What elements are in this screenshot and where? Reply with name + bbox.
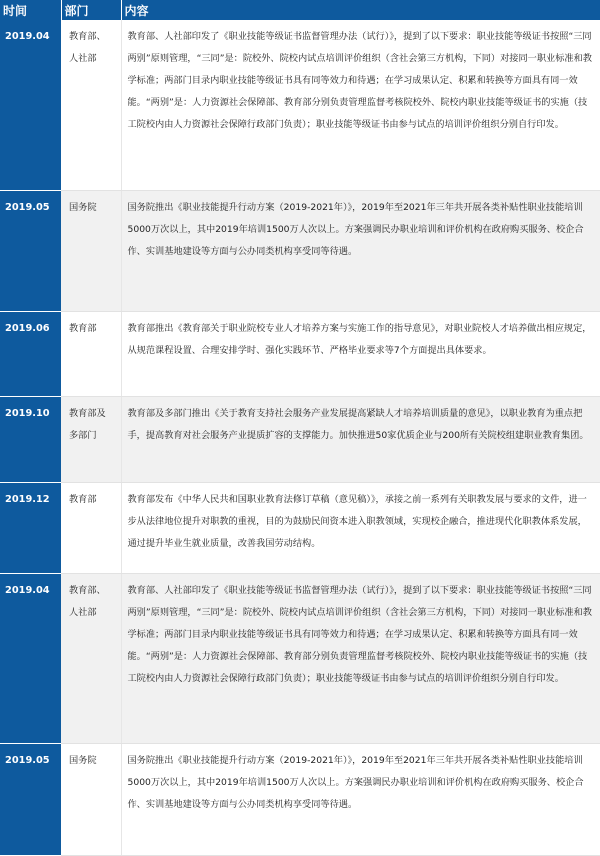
row-date: 2019.05 [0,190,61,311]
table-row [0,573,600,743]
row-dept: 国务院 [61,190,121,311]
row-content: 教育部及多部门推出《关于教育支持社会服务产业发展提高紧缺人才培养培训质量的意见》，以职业教育为重点把手，提高教育对社会服务产业提质扩容的支撑能力。加快推进50家优质企业与200所有关院校组建职业教育集团。 [121,396,600,482]
row-dept: 教育部及多部门 [61,396,121,482]
row-content: 教育部发布《中华人民共和国职业教育法修订草稿（意见稿）》，承接之前一系列有关职教发展与要求的文件，进一步从法律地位提升对职教的重视，目的为鼓励民间资本进入职教领域，实现校企融合，推进现代化职教体系发展，通过提升毕业生就业质量，改善我国劳动结构。 [121,482,600,573]
table-row [0,396,600,482]
row-date: 2019.10 [0,396,61,482]
header-dept: 部门 [61,0,121,20]
row-date: 2019.06 [0,311,61,396]
row-content: 国务院推出《职业技能提升行动方案（2019-2021年）》，2019年至2021年三年共开展各类补贴性职业技能培训5000万次以上，其中2019年培训1500万人次以上。方案强调民办职业培训和评价机构在政府购买服务、校企合作、实训基地建设等方面与公办同类机构享受同等待遇。 [121,743,600,855]
row-date: 2019.04 [0,573,61,743]
row-dept: 教育部 [61,482,121,573]
row-content: 国务院推出《职业技能提升行动方案（2019-2021年）》，2019年至2021年三年共开展各类补贴性职业技能培训5000万次以上，其中2019年培训1500万人次以上。方案强调民办职业培训和评价机构在政府购买服务、校企合作、实训基地建设等方面与公办同类机构享受同等待遇。 [121,190,600,311]
row-dept: 国务院 [61,743,121,855]
row-content: 教育部推出《教育部关于职业院校专业人才培养方案与实施工作的指导意见》，对职业院校人才培养做出相应规定，从规范课程设置、合理安排学时、强化实践环节、严格毕业要求等7个方面提出具体要求。 [121,311,600,396]
header-time: 时间 [0,0,61,20]
header-content: 内容 [121,0,600,20]
table-row [0,20,600,190]
row-date: 2019.05 [0,743,61,855]
table-row [0,311,600,396]
row-date: 2019.04 [0,20,61,190]
row-dept: 教育部 [61,311,121,396]
table-row [0,482,600,573]
row-dept: 教育部、人社部 [61,20,121,190]
table-row [0,190,600,311]
row-content: 教育部、人社部印发了《职业技能等级证书监督管理办法（试行）》，提到了以下要求：职业技能等级证书按照“三同两别”原则管理，“三同”是：院校外、院校内试点培训评价组织（含社会第三方机构，下同）对接同一职业标准和教学标准；两部门目录内职业技能等级证书具有同等效力和待遇；在学习成果认定、积累和转换等方面具有同一效能。“两别”是：人力资源社会保障部、教育部分别负责管理监督考核院校外、院校内职业技能等级证书的实施（技工院校内由人力资源社会保障行政部门负责）；职业技能等级证书由参与试点的培训评价组织分别自行印发。 [121,20,600,190]
row-content: 教育部、人社部印发了《职业技能等级证书监督管理办法（试行）》，提到了以下要求：职业技能等级证书按照“三同两别”原则管理，“三同”是：院校外、院校内试点培训评价组织（含社会第三方机构，下同）对接同一职业标准和教学标准；两部门目录内职业技能等级证书具有同等效力和待遇；在学习成果认定、积累和转换等方面具有同一效能。“两别”是：人力资源社会保障部、教育部分别负责管理监督考核院校外、院校内职业技能等级证书的实施（技工院校内由人力资源社会保障行政部门负责）；职业技能等级证书由参与试点的培训评价组织分别自行印发。 [121,573,600,743]
row-date: 2019.12 [0,482,61,573]
row-dept: 教育部、人社部 [61,573,121,743]
table-row [0,743,600,855]
table-header [0,0,600,20]
